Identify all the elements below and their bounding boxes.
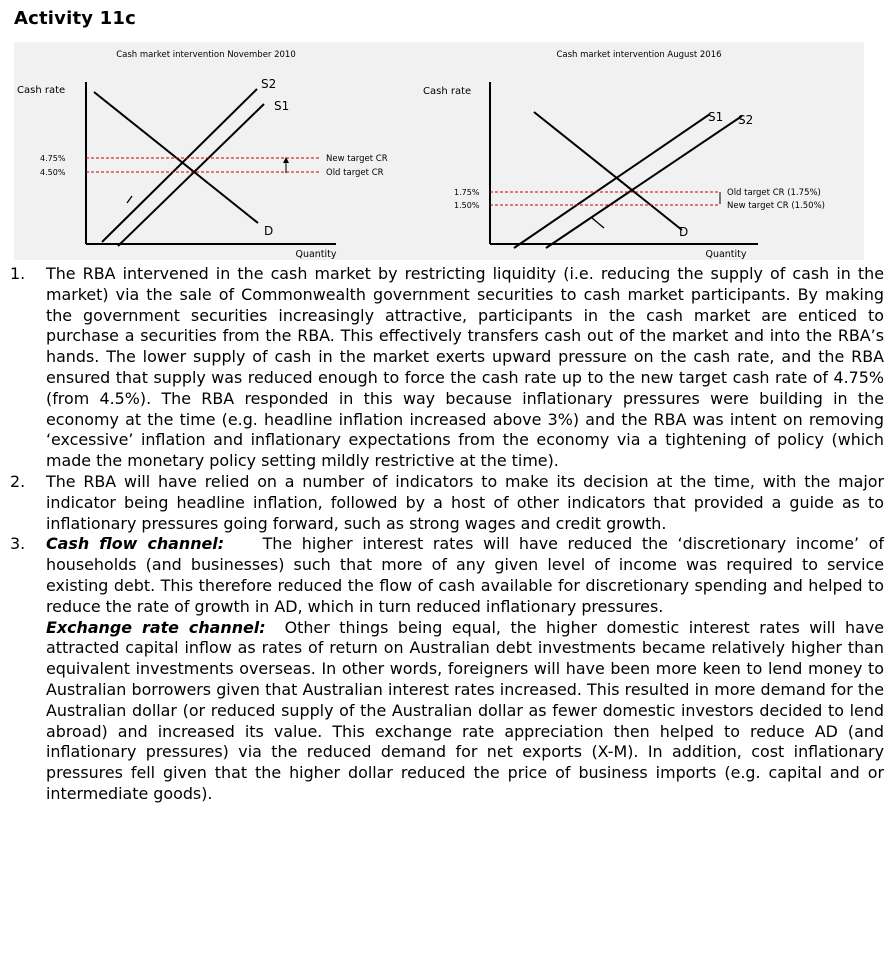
supply-label-s2: S2 [261,77,277,91]
chart-2010-xlabel: Quantity [295,249,337,260]
tick-475: 4.75% [40,154,66,163]
chart-2016-title: Cash market intervention August 2016 [556,50,722,60]
exchange-title: Exchange rate channel: [46,617,266,637]
demand-label: D [679,225,689,239]
answer-number: 1. [10,264,26,283]
cash-market-figure [14,42,864,260]
answer-1-text: The RBA intervened in the cash market by restricting liquidity (i.e. reducing the supply of cash in the market) via the sale of Commonwealth government securities to cash market participants. By making the government securities increasingly attractive, participants in the cash market are enticed to purchase a securities from the RBA. This effectively transfers cash out of the market and into the RBA’s hands. The lower supply of cash in the market exerts upward pressure on the cash rate, and the RBA ensured that supply was reduced enough to force the cash rate up to the new target cash rate of 4.75% (from 4.5%). The RBA responded in this way because inflationary pressures were building in the economy at the time (e.g. headline inflation increased above 3%) and the RBA was intent on removing ‘excessive’ inflation and inflationary expectations from the economy via a tightening of policy (which made the monetary policy setting mildly restrictive at the time). [46,264,884,471]
answer-number: 3. [10,534,26,554]
exchange-text: Other things being equal, the higher domestic interest rates will have attracted capital inflow as rates of return on Australian debt investments became relatively higher than equivalent investments overseas. In other words, foreigners will have been more keen to lend money to Australian borrowers given that Australian interest rates increased. This resulted in more demand for the Australian dollar (or reduced supply of the Australian dollar as fewer domestic investors decided to lend abroad) and increased its value. This exchange rate appreciation then helped to reduce AD (and inflationary pressures) via the reduced demand for net exports (X-M). In addition, cost inflationary pressures fell given that the higher dollar reduced the price of business imports (e.g. capital and or intermediate goods). [46,617,884,803]
supply-label-s1: S1 [708,110,724,124]
activity-heading: Activity 11c [14,8,137,29]
chart-2016-xlabel: Quantity [705,249,747,260]
supply-curve-s2 [102,89,257,242]
supply-shift-arrow [592,218,604,228]
supply-curve-s1 [118,104,264,246]
annotation-old-target: Old target CR (1.75%) [727,188,821,198]
chart-2010-ylabel: Cash rate [17,85,66,96]
chart-2010 [17,50,388,260]
answer-item-2 [10,472,884,534]
supply-label-s1: S1 [274,99,290,113]
chart-2016 [423,50,825,260]
answer-list [10,264,884,805]
annotation-new-target: New target CR (1.50%) [727,201,825,211]
annotation-old-target: Old target CR [326,168,384,178]
tick-175: 1.75% [454,188,480,197]
answer-2-text: The RBA will have relied on a number of indicators to make its decision at the time, with the major indicator being headline inflation, followed by a host of other indicators that provided a guide as to inflationary pressures going forward, such as strong wages and credit growth. [46,471,884,533]
supply-curve-s2 [546,116,742,248]
supply-shift-arrow [127,196,132,203]
tick-450: 4.50% [40,168,66,177]
chart-2016-ylabel: Cash rate [423,86,472,97]
cash-flow-title: Cash flow channel: [46,534,225,554]
cash-flow-paragraph [46,534,884,617]
tick-150: 1.50% [454,201,480,210]
chart-2010-title: Cash market intervention November 2010 [116,50,296,60]
answer-number: 2. [10,471,26,491]
exchange-paragraph [46,618,884,805]
annotation-new-target: New target CR [326,154,388,164]
answer-item-3 [10,534,884,804]
answer-item-1 [10,264,884,472]
cash-market-diagrams [14,42,864,260]
demand-label: D [264,224,274,238]
supply-label-s2: S2 [738,113,754,127]
cash-flow-text: The higher interest rates will have reduced the ‘discretionary income’ of households (and businesses) such that more of any given level of income was required to service existing debt. This therefore reduced the flow of cash available for discretionary spending and helped to reduce the rate of growth in AD, which in turn reduced inflationary pressures. [46,534,884,616]
